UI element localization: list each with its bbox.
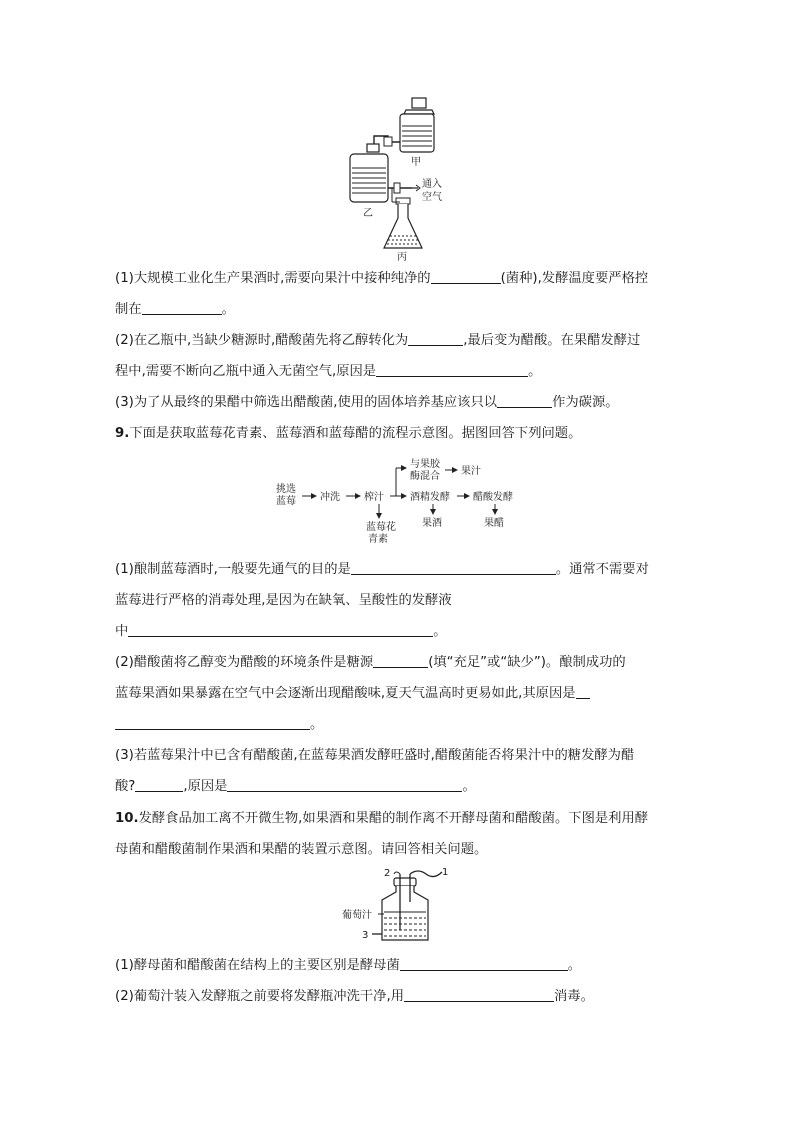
label-air-2: 空气 [422, 192, 442, 203]
q10-stem-line2 [115, 840, 487, 860]
q9-stem [115, 424, 581, 444]
q9-p1-text-c: 蓝莓进行严格的消毒处理,是因为在缺氧、呈酸性的发酵液 [115, 593, 452, 608]
answer-blank[interactable] [497, 393, 552, 408]
fermenter-bottle-figure [338, 866, 458, 946]
flow-anthocyanin-1: 蓝莓花 [366, 522, 396, 533]
flow-wash: 冲洗 [320, 492, 340, 503]
answer-blank[interactable] [128, 622, 433, 637]
answer-blank[interactable] [400, 956, 568, 971]
label-1: 1 [442, 867, 449, 878]
q10-stem-text-1: 发酵食品加工离不开微生物,如果酒和果醋的制作离不开酵母菌和醋酸菌。下图是利用酵 [138, 811, 649, 826]
flow-anthocyanin-2: 青素 [368, 534, 388, 545]
q9-p2-text-b: (填“充足”或“缺少”)。酿制成功的 [428, 655, 626, 670]
q8-p2-text-a: (2)在乙瓶中,当缺少糖源时,醋酸菌先将乙醇转化为 [115, 333, 409, 348]
q8-part1-line2 [115, 300, 235, 320]
answer-blank[interactable] [404, 987, 554, 1002]
q10-stem-text-2: 母菌和醋酸菌制作果酒和果醋的装置示意图。请回答相关问题。 [115, 842, 488, 857]
answer-blank[interactable] [431, 269, 501, 284]
q9-part2-line2 [115, 684, 590, 704]
answer-blank[interactable] [142, 300, 222, 315]
q8-p1-text-d: 。 [221, 302, 235, 317]
q9-p3-text-b: 酸? [115, 779, 136, 794]
q8-p2-text-d: 。 [528, 364, 542, 379]
flow-pectinase-1: 与果胶 [410, 459, 440, 470]
q10-part1 [115, 956, 581, 976]
label-jia: 甲 [411, 157, 421, 168]
q9-p3-text-a: (3)若蓝莓果汁中已含有醋酸菌,在蓝莓果酒发酵旺盛时,醋酸菌能否将果汁中的糖发酵为醋 [115, 748, 635, 763]
label-2: 2 [384, 868, 391, 879]
q9-part3-line1 [115, 746, 634, 766]
q9-p2-text-c: 蓝莓果酒如果暴露在空气中会逐渐出现醋酸味,夏天气温高时更易如此,其原因是 [115, 686, 576, 701]
q9-part3-line2 [115, 777, 476, 797]
q8-p1-text-c: 制在 [115, 302, 142, 317]
q10-stem-line1 [115, 809, 648, 829]
q8-p2-text-b: ,最后变为醋酸。在果醋发酵过 [463, 333, 641, 348]
flow-select-2: 蓝莓 [276, 496, 296, 507]
q9-p2-text-d: 。 [310, 717, 324, 732]
answer-blank[interactable] [351, 560, 556, 575]
q8-part2-line2 [115, 362, 541, 382]
q9-stem-text: 下面是获取蓝莓花青素、蓝莓酒和蓝莓醋的流程示意图。据图回答下列问题。 [129, 426, 582, 441]
q8-p3-text-a: (3)为了从最终的果醋中筛选出醋酸菌,使用的固体培养基应该只以 [115, 395, 498, 410]
label-air-1: 通入 [422, 179, 442, 190]
flow-select-1: 挑选 [276, 484, 296, 495]
flow-juice: 果汁 [461, 466, 481, 477]
flow-alcohol-ferment: 酒精发酵 [410, 492, 450, 503]
flow-squeeze: 榨汁 [364, 492, 384, 503]
q9-number: 9. [115, 426, 130, 441]
q8-p1-text-b: (菌种),发酵温度要严格控 [500, 271, 649, 286]
q9-part1-line3 [115, 622, 447, 642]
q9-part1-line2 [115, 591, 452, 611]
q8-part2-line1 [115, 331, 640, 351]
answer-blank[interactable] [135, 777, 183, 792]
q9-p1-text-e: 。 [433, 624, 447, 639]
q10-number: 10. [115, 811, 139, 826]
q10-p1-text-b: 。 [567, 958, 582, 973]
answer-blank[interactable] [227, 777, 462, 792]
q8-part3 [115, 393, 619, 413]
q9-p3-text-d: 。 [462, 779, 476, 794]
flow-vinegar-ferment: 醋酸发酵 [473, 492, 513, 503]
answer-blank[interactable] [576, 684, 590, 699]
fermentation-apparatus-figure [330, 92, 470, 262]
blueberry-flow-diagram [270, 456, 530, 546]
q8-p3-text-b: 作为碳源。 [552, 395, 619, 410]
q10-part2 [115, 987, 594, 1007]
answer-blank[interactable] [115, 715, 310, 730]
q10-p2-text-a: (2)葡萄汁装入发酵瓶之前要将发酵瓶冲洗干净,用 [115, 989, 404, 1004]
q10-p2-text-b: 消毒。 [554, 989, 594, 1004]
answer-blank[interactable] [408, 331, 463, 346]
q10-p1-text-a: (1)酵母菌和醋酸菌在结构上的主要区别是酵母菌 [115, 958, 400, 973]
label-yi: 乙 [363, 208, 373, 219]
q9-p1-text-b: 。通常不需要对 [555, 562, 649, 577]
answer-blank[interactable] [373, 653, 428, 668]
q9-p1-text-d: 中 [115, 624, 129, 639]
flow-wine: 果酒 [422, 518, 442, 529]
flow-pectinase-2: 酶混合 [410, 471, 440, 482]
q9-part2-line3 [115, 715, 323, 735]
q9-p2-text-a: (2)醋酸菌将乙醇变为醋酸的环境条件是糖源 [115, 655, 374, 670]
flow-vinegar: 果醋 [484, 518, 504, 529]
q9-part2-line1 [115, 653, 626, 673]
q8-p1-text-a: (1)大规模工业化生产果酒时,需要向果汁中接种纯净的 [115, 271, 431, 286]
answer-blank[interactable] [376, 362, 528, 377]
q8-part1-line1 [115, 269, 648, 289]
q8-p2-text-c: 程中,需要不断向乙瓶中通入无菌空气,原因是 [115, 364, 377, 379]
q9-p3-text-c: ,原因是 [183, 779, 228, 794]
q9-p1-text-a: (1)酿制蓝莓酒时,一般要先通气的目的是 [115, 562, 351, 577]
label-3: 3 [362, 930, 369, 941]
label-grape-juice: 葡萄汁 [342, 910, 372, 921]
label-bing: 丙 [397, 252, 407, 262]
q9-part1-line1 [115, 560, 649, 580]
